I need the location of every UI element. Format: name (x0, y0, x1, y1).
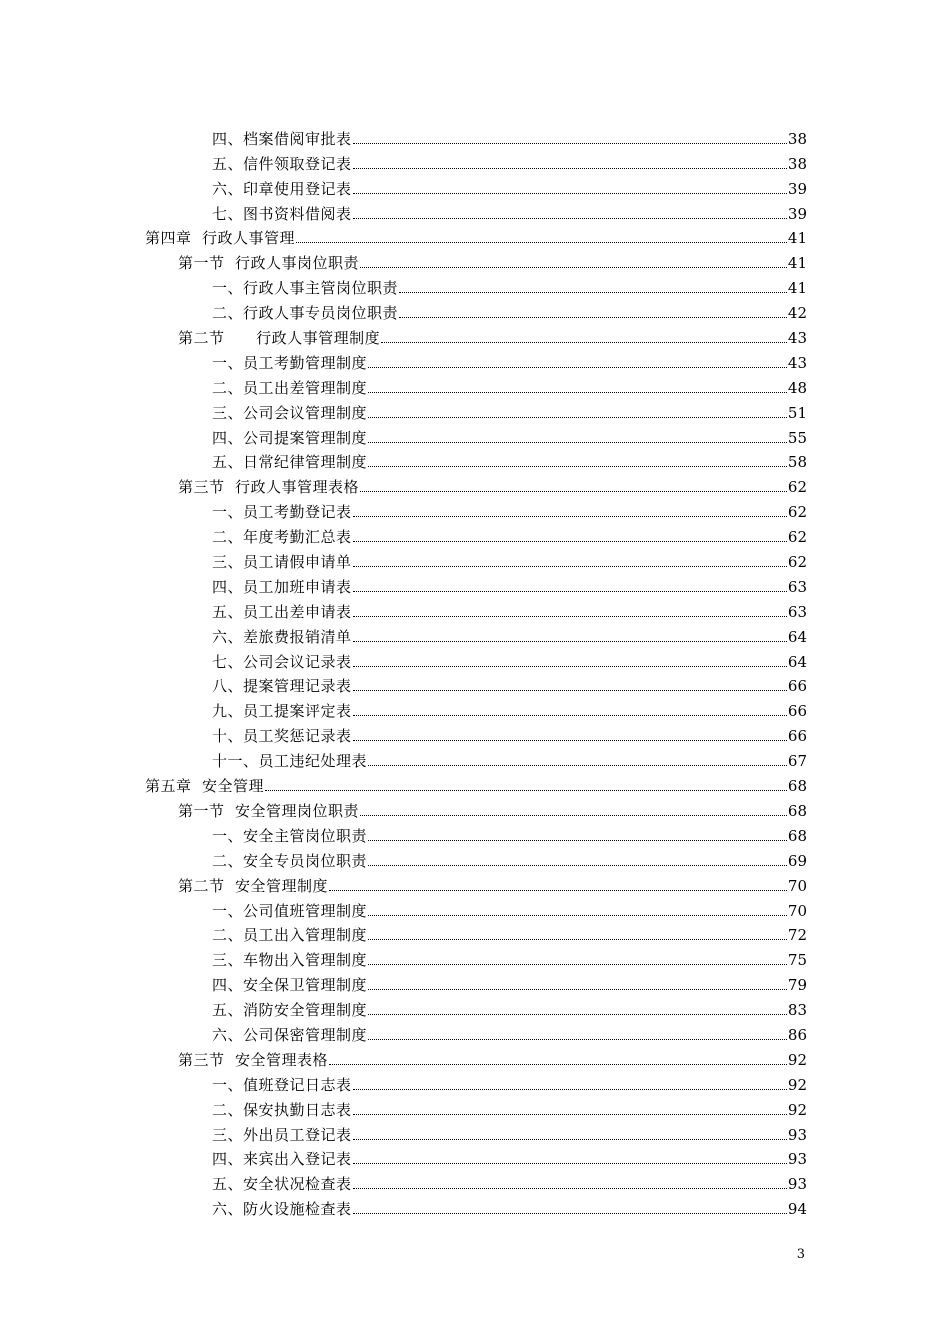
dot-leader (368, 367, 787, 368)
dot-leader (368, 1014, 787, 1015)
toc-entry-label: 一、值班登记日志表 (212, 1075, 352, 1094)
dot-leader (368, 765, 787, 766)
toc-entry-label: 四、来宾出入登记表 (212, 1150, 352, 1169)
toc-entry-page: 75 (787, 951, 807, 970)
dot-leader (353, 1089, 787, 1090)
toc-entry-label: 一、员工考勤管理制度 (212, 353, 368, 372)
dot-leader (353, 641, 787, 642)
toc-entry-page: 92 (787, 1075, 807, 1094)
toc-entry-label: 第一节 行政人事岗位职责 (178, 254, 360, 273)
toc-entry-label: 三、车物出入管理制度 (212, 951, 368, 970)
toc-entry-page: 39 (787, 179, 807, 198)
toc-entry[interactable] (145, 1095, 807, 1120)
toc-entry-page: 55 (787, 428, 807, 447)
toc-entry-page: 72 (787, 926, 807, 945)
dot-leader (265, 790, 787, 791)
dot-leader (368, 865, 787, 866)
toc-entry-page: 39 (787, 204, 807, 223)
dot-leader (353, 143, 787, 144)
toc-entry-page: 79 (787, 976, 807, 995)
toc-entry[interactable] (145, 746, 807, 771)
dot-leader (399, 292, 787, 293)
dot-leader (353, 1213, 787, 1214)
toc-entry-page: 64 (787, 652, 807, 671)
toc-entry-page: 68 (787, 777, 807, 796)
toc-entry-label: 六、防火设施检查表 (212, 1200, 352, 1219)
toc-entry[interactable] (145, 970, 807, 995)
toc-entry[interactable] (145, 423, 807, 448)
toc-entry-page: 66 (787, 727, 807, 746)
toc-entry[interactable] (145, 273, 807, 298)
toc-entry-label: 第二节 行政人事管理制度 (178, 329, 381, 348)
toc-entry-page: 93 (787, 1175, 807, 1194)
toc-entry-page: 38 (787, 129, 807, 148)
toc-entry-label: 一、安全主管岗位职责 (212, 826, 368, 845)
toc-entry-label: 五、日常纪律管理制度 (212, 453, 368, 472)
dot-leader (368, 840, 787, 841)
toc-entry-label: 一、公司值班管理制度 (212, 901, 368, 920)
toc-entry-label: 五、安全状况检查表 (212, 1175, 352, 1194)
toc-entry-page: 62 (787, 503, 807, 522)
toc-entry-label: 八、提案管理记录表 (212, 677, 352, 696)
dot-leader (368, 417, 787, 418)
toc-entry-label: 三、公司会议管理制度 (212, 403, 368, 422)
toc-entry-page: 63 (787, 602, 807, 621)
toc-entry[interactable] (145, 896, 807, 921)
toc-entry-page: 43 (787, 353, 807, 372)
toc-entry-page: 86 (787, 1025, 807, 1044)
toc-entry-page: 38 (787, 154, 807, 173)
toc-entry-label: 六、印章使用登记表 (212, 179, 352, 198)
toc-entry-label: 七、公司会议记录表 (212, 652, 352, 671)
toc-entry-page: 41 (787, 279, 807, 298)
toc-entry-page: 67 (787, 752, 807, 771)
toc-entry-page: 70 (787, 901, 807, 920)
toc-entry[interactable] (145, 622, 807, 647)
dot-leader (360, 491, 787, 492)
toc-entry-label: 第二节 安全管理制度 (178, 876, 329, 895)
dot-leader (353, 168, 787, 169)
toc-entry[interactable] (145, 149, 807, 174)
toc-entry-label: 五、消防安全管理制度 (212, 1001, 368, 1020)
toc-entry-page: 92 (787, 1050, 807, 1069)
dot-leader (353, 616, 787, 617)
toc-entry[interactable] (145, 597, 807, 622)
toc-entry-label: 九、员工提案评定表 (212, 702, 352, 721)
toc-entry[interactable] (145, 796, 807, 821)
toc-entry[interactable] (145, 995, 807, 1020)
toc-entry[interactable] (145, 522, 807, 547)
toc-entry-label: 二、员工出入管理制度 (212, 926, 368, 945)
toc-entry-label: 第一节 安全管理岗位职责 (178, 801, 360, 820)
table-of-contents (145, 124, 807, 1219)
toc-entry-label: 二、年度考勤汇总表 (212, 528, 352, 547)
toc-entry[interactable] (145, 1194, 807, 1219)
toc-entry[interactable] (145, 821, 807, 846)
toc-entry[interactable] (145, 1070, 807, 1095)
toc-entry-page: 92 (787, 1100, 807, 1119)
toc-entry-page: 66 (787, 702, 807, 721)
toc-entry-label: 一、员工考勤登记表 (212, 503, 352, 522)
toc-entry[interactable] (145, 373, 807, 398)
dot-leader (368, 442, 787, 443)
dot-leader (353, 715, 787, 716)
dot-leader (353, 740, 787, 741)
toc-entry[interactable] (145, 547, 807, 572)
toc-entry[interactable] (145, 1120, 807, 1145)
toc-entry-label: 三、外出员工登记表 (212, 1125, 352, 1144)
toc-entry-label: 六、差旅费报销清单 (212, 627, 352, 646)
dot-leader (329, 890, 787, 891)
toc-entry[interactable] (145, 647, 807, 672)
dot-leader (353, 566, 787, 567)
toc-entry-page: 51 (787, 403, 807, 422)
toc-entry-label: 四、员工加班申请表 (212, 577, 352, 596)
toc-entry-page: 69 (787, 851, 807, 870)
toc-entry[interactable] (145, 696, 807, 721)
toc-entry-page: 66 (787, 677, 807, 696)
dot-leader (399, 317, 787, 318)
dot-leader (360, 815, 787, 816)
toc-entry[interactable] (145, 398, 807, 423)
toc-entry[interactable] (145, 771, 807, 796)
toc-entry-label: 十一、员工违纪处理表 (212, 752, 368, 771)
toc-entry[interactable] (145, 945, 807, 970)
toc-entry[interactable] (145, 871, 807, 896)
toc-entry-label: 二、安全专员岗位职责 (212, 851, 368, 870)
dot-leader (353, 1139, 787, 1140)
toc-entry[interactable] (145, 572, 807, 597)
toc-entry-label: 二、行政人事专员岗位职责 (212, 304, 399, 323)
toc-entry[interactable] (145, 1145, 807, 1170)
toc-entry-page: 68 (787, 826, 807, 845)
toc-entry[interactable] (145, 846, 807, 871)
dot-leader (381, 342, 787, 343)
toc-entry-label: 一、行政人事主管岗位职责 (212, 279, 399, 298)
toc-entry-label: 第三节 行政人事管理表格 (178, 478, 360, 497)
toc-entry-page: 58 (787, 453, 807, 472)
toc-entry-label: 十、员工奖惩记录表 (212, 727, 352, 746)
toc-entry-page: 42 (787, 304, 807, 323)
toc-entry[interactable] (145, 224, 807, 249)
toc-entry-label: 第三节 安全管理表格 (178, 1050, 329, 1069)
toc-entry[interactable] (145, 921, 807, 946)
toc-entry-page: 43 (787, 329, 807, 348)
toc-entry-page: 62 (787, 478, 807, 497)
toc-entry-page: 94 (787, 1200, 807, 1219)
dot-leader (368, 939, 787, 940)
toc-entry-page: 48 (787, 378, 807, 397)
toc-entry-page: 83 (787, 1001, 807, 1020)
toc-entry-label: 第五章 安全管理 (145, 777, 265, 796)
dot-leader (353, 218, 787, 219)
dot-leader (368, 989, 787, 990)
page-number: 3 (796, 1247, 805, 1262)
toc-entry[interactable] (145, 448, 807, 473)
dot-leader (353, 516, 787, 517)
toc-entry[interactable] (145, 348, 807, 373)
toc-entry[interactable] (145, 174, 807, 199)
toc-entry-label: 二、员工出差管理制度 (212, 378, 368, 397)
dot-leader (368, 964, 787, 965)
dot-leader (368, 1039, 787, 1040)
toc-entry-page: 41 (787, 254, 807, 273)
dot-leader (368, 915, 787, 916)
dot-leader (353, 591, 787, 592)
toc-entry[interactable] (145, 1045, 807, 1070)
toc-entry-page: 41 (787, 229, 807, 248)
toc-entry-label: 四、档案借阅审批表 (212, 129, 352, 148)
toc-entry-page: 93 (787, 1150, 807, 1169)
dot-leader (353, 666, 787, 667)
dot-leader (353, 541, 787, 542)
toc-entry[interactable] (145, 248, 807, 273)
toc-entry[interactable] (145, 298, 807, 323)
dot-leader (353, 193, 787, 194)
toc-entry[interactable] (145, 323, 807, 348)
dot-leader (360, 267, 787, 268)
toc-entry-label: 二、保安执勤日志表 (212, 1100, 352, 1119)
dot-leader (368, 466, 787, 467)
toc-entry-label: 四、安全保卫管理制度 (212, 976, 368, 995)
toc-entry[interactable] (145, 721, 807, 746)
toc-entry[interactable] (145, 1020, 807, 1045)
dot-leader (353, 1114, 787, 1115)
toc-entry-page: 64 (787, 627, 807, 646)
toc-entry[interactable] (145, 672, 807, 697)
toc-entry-page: 68 (787, 801, 807, 820)
toc-entry[interactable] (145, 497, 807, 522)
toc-entry-label: 四、公司提案管理制度 (212, 428, 368, 447)
toc-entry-page: 62 (787, 528, 807, 547)
toc-entry-page: 63 (787, 577, 807, 596)
dot-leader (353, 690, 787, 691)
toc-entry[interactable] (145, 199, 807, 224)
toc-entry[interactable] (145, 1169, 807, 1194)
toc-entry[interactable] (145, 124, 807, 149)
dot-leader (329, 1064, 787, 1065)
toc-entry-label: 五、员工出差申请表 (212, 602, 352, 621)
toc-entry-label: 三、员工请假申请单 (212, 553, 352, 572)
toc-entry[interactable] (145, 472, 807, 497)
toc-entry-label: 七、图书资料借阅表 (212, 204, 352, 223)
dot-leader (368, 392, 787, 393)
toc-entry-page: 70 (787, 876, 807, 895)
dot-leader (353, 1188, 787, 1189)
toc-entry-label: 六、公司保密管理制度 (212, 1025, 368, 1044)
toc-entry-label: 第四章 行政人事管理 (145, 229, 296, 248)
toc-entry-page: 93 (787, 1125, 807, 1144)
dot-leader (353, 1163, 787, 1164)
toc-entry-page: 62 (787, 553, 807, 572)
dot-leader (296, 242, 787, 243)
toc-entry-label: 五、信件领取登记表 (212, 154, 352, 173)
